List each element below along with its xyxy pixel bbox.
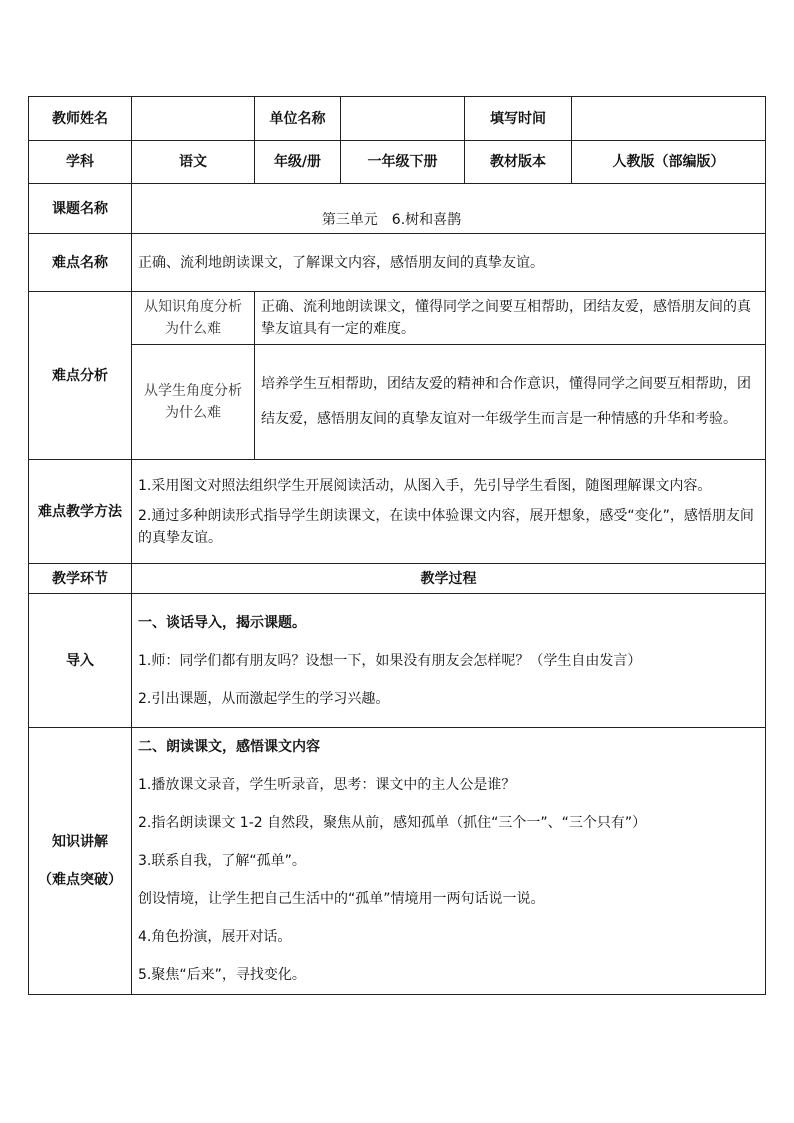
- intro-row: [29, 594, 766, 728]
- intro-label: 导入: [29, 594, 132, 728]
- method-item-1: 1.采用图文对照法组织学生开展阅读活动，从图入手，先引导学生看图，随图理解课文内容。: [138, 477, 712, 494]
- method-label: 难点教学方法: [29, 460, 132, 564]
- knowledge-heading: 二、朗读课文，感悟课文内容: [138, 739, 320, 755]
- method-cell: [132, 460, 766, 564]
- knowledge-row: [29, 728, 766, 995]
- edition-label: 教材版本: [465, 141, 572, 184]
- teacher-info-row: [29, 97, 766, 141]
- unit-name-value: [341, 97, 465, 141]
- student-angle-cell: [255, 345, 766, 460]
- student-angle-label: 从学生角度分析为什么难: [132, 345, 255, 460]
- method-row: [29, 460, 766, 564]
- method-item-2: 2.通过多种朗读形式指导学生朗读课文，在读中体验课文内容，展开想象，感受“变化”，感悟朋友间的真挚友谊。: [138, 507, 754, 546]
- difficulty-label: 难点名称: [29, 234, 132, 292]
- knowledge-item-4: 创设情境，让学生把自己生活中的“孤单”情境用一两句话说一说。: [138, 891, 545, 907]
- fill-time-value: [572, 97, 766, 141]
- difficulty-value: 正确、流利地朗读课文，了解课文内容，感悟朋友间的真挚友谊。: [132, 234, 766, 292]
- grade-label: 年级/册: [255, 141, 341, 184]
- knowledge-angle-label: 从知识角度分析为什么难: [132, 292, 255, 345]
- edition-value: 人教版（部编版）: [572, 141, 766, 184]
- knowledge-item-6: 5.聚焦“后来”，寻找变化。: [138, 967, 306, 983]
- student-angle-text: 培养学生互相帮助，团结友爱的精神和合作意识，懂得同学之间要互相帮助，团结友爱，感悟朋友间的真挚友谊对一年级学生而言是一种情感的升华和考验。: [261, 376, 751, 427]
- analysis-knowledge-row: [29, 292, 766, 345]
- intro-item-1: 1.师：同学们都有朋友吗？设想一下，如果没有朋友会怎样呢？（学生自由发言）: [138, 652, 642, 669]
- difficulty-row: [29, 234, 766, 292]
- knowledge-item-2: 2.指名朗读课文 1-2 自然段，聚焦从前，感知孤单（抓住“三个一”、“三个只有”）: [138, 815, 647, 831]
- subject-value: 语文: [132, 141, 255, 184]
- knowledge-cell: [132, 728, 766, 995]
- knowledge-item-1: 1.播放课文录音，学生听录音，思考：课文中的主人公是谁？: [138, 777, 516, 793]
- subject-label: 学科: [29, 141, 132, 184]
- knowledge-label-line1: 知识讲解: [52, 834, 108, 850]
- topic-value: 第三单元 6.树和喜鹊: [132, 184, 766, 234]
- knowledge-label: [29, 728, 132, 995]
- stage-header: 教学环节: [29, 564, 132, 594]
- process-header-row: [29, 564, 766, 594]
- analysis-student-row: [29, 345, 766, 460]
- topic-row: [29, 184, 766, 234]
- teacher-name-value: [132, 97, 255, 141]
- intro-item-2: 2.引出课题，从而激起学生的学习兴趣。: [138, 690, 390, 707]
- intro-cell: [132, 594, 766, 728]
- knowledge-angle-text: 正确、流利地朗读课文，懂得同学之间要互相帮助，团结友爱，感悟朋友间的真挚友谊具有一定的难度。: [255, 292, 766, 345]
- lesson-plan-table: [28, 96, 766, 995]
- process-header: 教学过程: [132, 564, 766, 594]
- knowledge-label-line2: （难点突破）: [38, 872, 122, 888]
- topic-label: 课题名称: [29, 184, 132, 234]
- knowledge-item-3: 3.联系自我，了解“孤单”。: [138, 853, 306, 869]
- intro-heading: 一、谈话导入，揭示课题。: [138, 614, 306, 631]
- grade-value: 一年级下册: [341, 141, 465, 184]
- fill-time-label: 填写时间: [465, 97, 572, 141]
- teacher-name-label: 教师姓名: [29, 97, 132, 141]
- analysis-label: 难点分析: [29, 292, 132, 460]
- subject-info-row: [29, 141, 766, 184]
- knowledge-item-5: 4.角色扮演，展开对话。: [138, 929, 292, 945]
- unit-name-label: 单位名称: [255, 97, 341, 141]
